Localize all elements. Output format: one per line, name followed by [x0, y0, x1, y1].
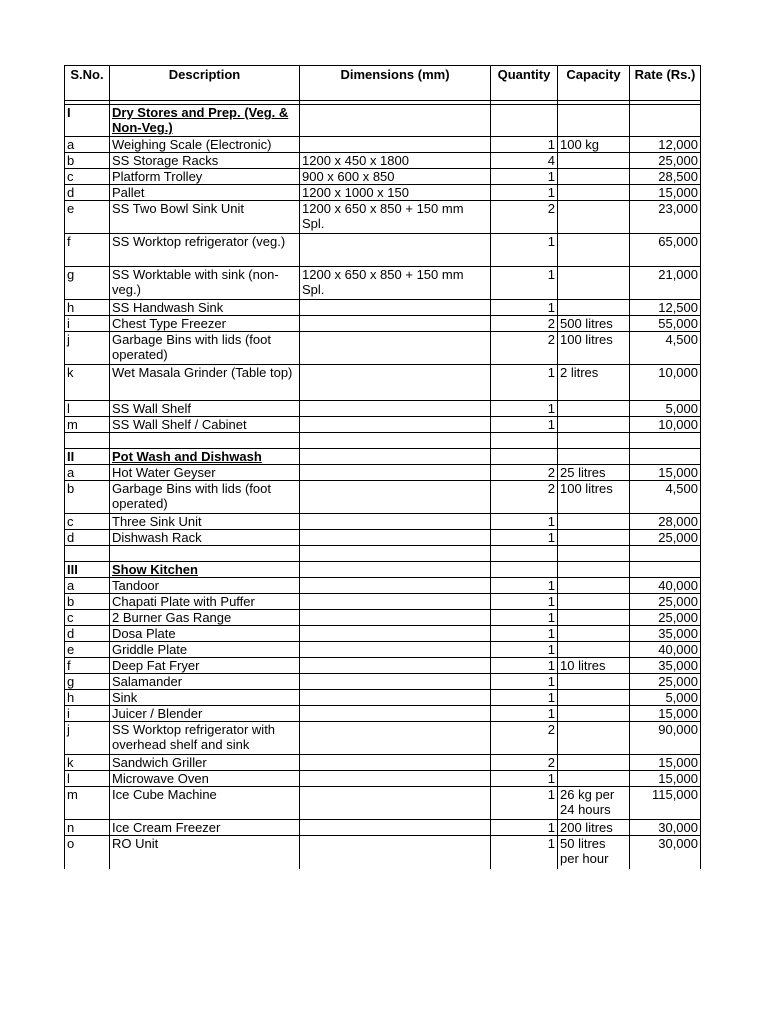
cell-dimensions: [300, 465, 491, 481]
cell-rate: 55,000: [630, 316, 701, 332]
cell-quantity: 1: [491, 820, 558, 836]
section-title: Show Kitchen: [112, 562, 198, 577]
cell-dimensions: [300, 332, 491, 365]
cell-description: [110, 546, 300, 562]
cell-dimensions: [300, 594, 491, 610]
cell-description: Sandwich Griller: [110, 755, 300, 771]
cell-rate: [630, 546, 701, 562]
cell-description: SS Wall Shelf / Cabinet: [110, 417, 300, 433]
cell-quantity: 1: [491, 690, 558, 706]
cell-description: Three Sink Unit: [110, 514, 300, 530]
header-rate: Rate (Rs.): [630, 66, 701, 101]
cell-rate: [630, 433, 701, 449]
cell-quantity: [491, 433, 558, 449]
cell-capacity: [558, 169, 630, 185]
cell-dimensions: [300, 578, 491, 594]
header-description: Description: [110, 66, 300, 101]
equipment-table: [64, 65, 701, 869]
cell-sno: [65, 546, 110, 562]
cell-rate: 12,500: [630, 300, 701, 316]
cell-sno: n: [65, 820, 110, 836]
cell-quantity: 1: [491, 417, 558, 433]
cell-sno: b: [65, 153, 110, 169]
cell-description: SS Two Bowl Sink Unit: [110, 201, 300, 234]
cell-rate: 12,000: [630, 137, 701, 153]
header-quantity: Quantity: [491, 66, 558, 101]
cell-description: SS Worktop refrigerator with overhead shelf and sink: [110, 722, 300, 755]
cell-capacity: [558, 562, 630, 578]
cell-quantity: 2: [491, 316, 558, 332]
cell-capacity: [558, 449, 630, 465]
cell-description: Microwave Oven: [110, 771, 300, 787]
cell-dimensions: [300, 642, 491, 658]
cell-capacity: [558, 690, 630, 706]
cell-quantity: [491, 449, 558, 465]
cell-capacity: [558, 514, 630, 530]
cell-quantity: 1: [491, 514, 558, 530]
cell-sno: e: [65, 642, 110, 658]
cell-quantity: 2: [491, 481, 558, 514]
cell-capacity: 200 litres: [558, 820, 630, 836]
cell-rate: 25,000: [630, 610, 701, 626]
cell-capacity: [558, 706, 630, 722]
cell-dimensions: [300, 105, 491, 137]
cell-dimensions: [300, 722, 491, 755]
cell-dimensions: [300, 690, 491, 706]
cell-rate: 25,000: [630, 530, 701, 546]
cell-rate: 15,000: [630, 465, 701, 481]
cell-capacity: 10 litres: [558, 658, 630, 674]
cell-dimensions: 900 x 600 x 850: [300, 169, 491, 185]
cell-description: Salamander: [110, 674, 300, 690]
cell-rate: 40,000: [630, 642, 701, 658]
table-row: [65, 722, 701, 755]
equipment-sheet: [64, 65, 701, 869]
cell-dimensions: [300, 787, 491, 820]
cell-sno: a: [65, 137, 110, 153]
cell-quantity: 1: [491, 365, 558, 401]
cell-dimensions: [300, 449, 491, 465]
cell-description: RO Unit: [110, 836, 300, 869]
cell-description: Pallet: [110, 185, 300, 201]
cell-description: Garbage Bins with lids (foot operated): [110, 481, 300, 514]
cell-description: SS Handwash Sink: [110, 300, 300, 316]
cell-capacity: [558, 578, 630, 594]
cell-sno: I: [65, 105, 110, 137]
cell-quantity: 1: [491, 706, 558, 722]
cell-quantity: 2: [491, 332, 558, 365]
cell-rate: 23,000: [630, 201, 701, 234]
cell-quantity: 1: [491, 594, 558, 610]
cell-dimensions: 1200 x 650 x 850 + 150 mm Spl.: [300, 201, 491, 234]
cell-description: [110, 449, 300, 465]
cell-description: Ice Cream Freezer: [110, 820, 300, 836]
cell-sno: b: [65, 481, 110, 514]
cell-sno: c: [65, 169, 110, 185]
cell-dimensions: 1200 x 450 x 1800: [300, 153, 491, 169]
cell-rate: 28,000: [630, 514, 701, 530]
cell-dimensions: [300, 658, 491, 674]
table-row: [65, 417, 701, 433]
cell-sno: g: [65, 267, 110, 300]
cell-capacity: [558, 722, 630, 755]
cell-description: Dosa Plate: [110, 626, 300, 642]
cell-description: Platform Trolley: [110, 169, 300, 185]
cell-rate: [630, 105, 701, 137]
cell-quantity: 4: [491, 153, 558, 169]
cell-quantity: 1: [491, 787, 558, 820]
cell-rate: 40,000: [630, 578, 701, 594]
cell-quantity: 1: [491, 642, 558, 658]
cell-description: Deep Fat Fryer: [110, 658, 300, 674]
cell-capacity: [558, 626, 630, 642]
cell-capacity: [558, 610, 630, 626]
cell-rate: [630, 562, 701, 578]
header-row: [65, 66, 701, 101]
cell-dimensions: [300, 674, 491, 690]
cell-quantity: 1: [491, 578, 558, 594]
cell-sno: [65, 433, 110, 449]
table-row: [65, 153, 701, 169]
cell-description: Chest Type Freezer: [110, 316, 300, 332]
cell-capacity: [558, 755, 630, 771]
cell-dimensions: [300, 481, 491, 514]
cell-dimensions: [300, 300, 491, 316]
section-row: [65, 105, 701, 137]
cell-dimensions: 1200 x 650 x 850 + 150 mm Spl.: [300, 267, 491, 300]
table-row: [65, 626, 701, 642]
cell-dimensions: [300, 417, 491, 433]
cell-sno: h: [65, 300, 110, 316]
table-row: [65, 316, 701, 332]
cell-description: Ice Cube Machine: [110, 787, 300, 820]
cell-capacity: [558, 594, 630, 610]
table-row: [65, 658, 701, 674]
table-row: [65, 836, 701, 869]
cell-quantity: 1: [491, 530, 558, 546]
table-row: [65, 332, 701, 365]
cell-dimensions: [300, 706, 491, 722]
cell-capacity: [558, 642, 630, 658]
table-row: [65, 267, 701, 300]
cell-dimensions: [300, 836, 491, 869]
cell-rate: 25,000: [630, 153, 701, 169]
cell-dimensions: [300, 234, 491, 267]
cell-rate: 15,000: [630, 771, 701, 787]
cell-dimensions: [300, 433, 491, 449]
cell-capacity: 2 litres: [558, 365, 630, 401]
cell-capacity: 100 litres: [558, 332, 630, 365]
cell-quantity: [491, 546, 558, 562]
cell-quantity: 1: [491, 169, 558, 185]
cell-description: Sink: [110, 690, 300, 706]
header-sno: S.No.: [65, 66, 110, 101]
cell-quantity: 1: [491, 836, 558, 869]
cell-sno: i: [65, 706, 110, 722]
section-title: Dry Stores and Prep. (Veg. & Non-Veg.): [112, 105, 289, 135]
cell-sno: f: [65, 658, 110, 674]
section-row: [65, 562, 701, 578]
cell-sno: d: [65, 626, 110, 642]
cell-rate: 10,000: [630, 365, 701, 401]
blank-row: [65, 546, 701, 562]
cell-capacity: [558, 401, 630, 417]
cell-dimensions: [300, 530, 491, 546]
cell-capacity: [558, 417, 630, 433]
cell-quantity: 1: [491, 771, 558, 787]
cell-rate: 15,000: [630, 185, 701, 201]
cell-capacity: [558, 153, 630, 169]
cell-sno: f: [65, 234, 110, 267]
cell-rate: 35,000: [630, 626, 701, 642]
cell-dimensions: [300, 626, 491, 642]
cell-capacity: 26 kg per 24 hours: [558, 787, 630, 820]
cell-sno: b: [65, 594, 110, 610]
table-row: [65, 610, 701, 626]
table-row: [65, 514, 701, 530]
cell-rate: 4,500: [630, 481, 701, 514]
cell-rate: 28,500: [630, 169, 701, 185]
cell-rate: 30,000: [630, 836, 701, 869]
header-dimensions: Dimensions (mm): [300, 66, 491, 101]
cell-rate: 5,000: [630, 690, 701, 706]
cell-quantity: 1: [491, 137, 558, 153]
cell-sno: a: [65, 465, 110, 481]
cell-rate: 25,000: [630, 594, 701, 610]
cell-quantity: 1: [491, 626, 558, 642]
cell-sno: m: [65, 417, 110, 433]
cell-sno: o: [65, 836, 110, 869]
table-row: [65, 787, 701, 820]
cell-description: SS Worktop refrigerator (veg.): [110, 234, 300, 267]
cell-quantity: 1: [491, 658, 558, 674]
cell-capacity: [558, 267, 630, 300]
cell-rate: 5,000: [630, 401, 701, 417]
cell-capacity: [558, 201, 630, 234]
table-row: [65, 365, 701, 401]
cell-sno: d: [65, 185, 110, 201]
cell-rate: 21,000: [630, 267, 701, 300]
cell-description: SS Storage Racks: [110, 153, 300, 169]
cell-dimensions: [300, 820, 491, 836]
table-row: [65, 234, 701, 267]
cell-quantity: [491, 105, 558, 137]
cell-rate: 35,000: [630, 658, 701, 674]
cell-quantity: 2: [491, 201, 558, 234]
table-row: [65, 201, 701, 234]
cell-capacity: 100 litres: [558, 481, 630, 514]
cell-capacity: [558, 234, 630, 267]
cell-sno: k: [65, 755, 110, 771]
cell-rate: 25,000: [630, 674, 701, 690]
table-row: [65, 169, 701, 185]
cell-dimensions: [300, 365, 491, 401]
cell-quantity: 1: [491, 300, 558, 316]
cell-sno: d: [65, 530, 110, 546]
cell-sno: l: [65, 771, 110, 787]
cell-dimensions: [300, 137, 491, 153]
table-row: [65, 300, 701, 316]
cell-capacity: 100 kg: [558, 137, 630, 153]
cell-sno: a: [65, 578, 110, 594]
cell-dimensions: [300, 755, 491, 771]
cell-dimensions: [300, 514, 491, 530]
cell-quantity: 2: [491, 755, 558, 771]
cell-description: Dishwash Rack: [110, 530, 300, 546]
cell-capacity: [558, 433, 630, 449]
cell-capacity: 50 litres per hour: [558, 836, 630, 869]
cell-description: SS Worktable with sink (non-veg.): [110, 267, 300, 300]
cell-description: Hot Water Geyser: [110, 465, 300, 481]
cell-dimensions: [300, 546, 491, 562]
cell-sno: m: [65, 787, 110, 820]
section-row: [65, 449, 701, 465]
cell-capacity: [558, 105, 630, 137]
cell-rate: 15,000: [630, 755, 701, 771]
cell-quantity: 2: [491, 465, 558, 481]
cell-rate: [630, 449, 701, 465]
cell-capacity: [558, 674, 630, 690]
cell-capacity: [558, 771, 630, 787]
cell-sno: i: [65, 316, 110, 332]
cell-sno: j: [65, 332, 110, 365]
cell-rate: 15,000: [630, 706, 701, 722]
table-row: [65, 594, 701, 610]
cell-sno: j: [65, 722, 110, 755]
cell-quantity: 1: [491, 610, 558, 626]
cell-description: Chapati Plate with Puffer: [110, 594, 300, 610]
cell-dimensions: [300, 610, 491, 626]
cell-dimensions: [300, 562, 491, 578]
cell-quantity: [491, 562, 558, 578]
cell-sno: e: [65, 201, 110, 234]
table-row: [65, 706, 701, 722]
cell-quantity: 1: [491, 401, 558, 417]
table-row: [65, 674, 701, 690]
blank-row: [65, 433, 701, 449]
cell-description: Wet Masala Grinder (Table top): [110, 365, 300, 401]
table-body: [65, 101, 701, 869]
table-row: [65, 820, 701, 836]
cell-sno: l: [65, 401, 110, 417]
cell-sno: c: [65, 514, 110, 530]
cell-description: Tandoor: [110, 578, 300, 594]
cell-capacity: [558, 300, 630, 316]
cell-capacity: 500 litres: [558, 316, 630, 332]
cell-rate: 10,000: [630, 417, 701, 433]
cell-rate: 90,000: [630, 722, 701, 755]
table-row: [65, 530, 701, 546]
table-row: [65, 578, 701, 594]
section-title: Pot Wash and Dishwash: [112, 449, 262, 464]
cell-sno: k: [65, 365, 110, 401]
cell-description: Garbage Bins with lids (foot operated): [110, 332, 300, 365]
cell-dimensions: [300, 771, 491, 787]
cell-description: Weighing Scale (Electronic): [110, 137, 300, 153]
table-row: [65, 481, 701, 514]
table-row: [65, 642, 701, 658]
cell-quantity: 1: [491, 185, 558, 201]
table-row: [65, 137, 701, 153]
cell-description: Griddle Plate: [110, 642, 300, 658]
cell-dimensions: [300, 316, 491, 332]
cell-sno: III: [65, 562, 110, 578]
cell-description: 2 Burner Gas Range: [110, 610, 300, 626]
cell-description: [110, 562, 300, 578]
cell-capacity: [558, 546, 630, 562]
cell-dimensions: 1200 x 1000 x 150: [300, 185, 491, 201]
table-row: [65, 755, 701, 771]
cell-description: Juicer / Blender: [110, 706, 300, 722]
header-capacity: Capacity: [558, 66, 630, 101]
table-row: [65, 690, 701, 706]
cell-capacity: [558, 185, 630, 201]
cell-sno: c: [65, 610, 110, 626]
cell-dimensions: [300, 401, 491, 417]
cell-quantity: 1: [491, 267, 558, 300]
cell-rate: 4,500: [630, 332, 701, 365]
cell-capacity: [558, 530, 630, 546]
cell-sno: g: [65, 674, 110, 690]
table-row: [65, 465, 701, 481]
table-row: [65, 771, 701, 787]
cell-quantity: 1: [491, 234, 558, 267]
table-row: [65, 401, 701, 417]
cell-rate: 65,000: [630, 234, 701, 267]
cell-sno: II: [65, 449, 110, 465]
cell-description: [110, 105, 300, 137]
cell-description: [110, 433, 300, 449]
cell-sno: h: [65, 690, 110, 706]
cell-capacity: 25 litres: [558, 465, 630, 481]
cell-quantity: 1: [491, 674, 558, 690]
table-row: [65, 185, 701, 201]
cell-rate: 30,000: [630, 820, 701, 836]
cell-rate: 115,000: [630, 787, 701, 820]
cell-description: SS Wall Shelf: [110, 401, 300, 417]
cell-quantity: 2: [491, 722, 558, 755]
